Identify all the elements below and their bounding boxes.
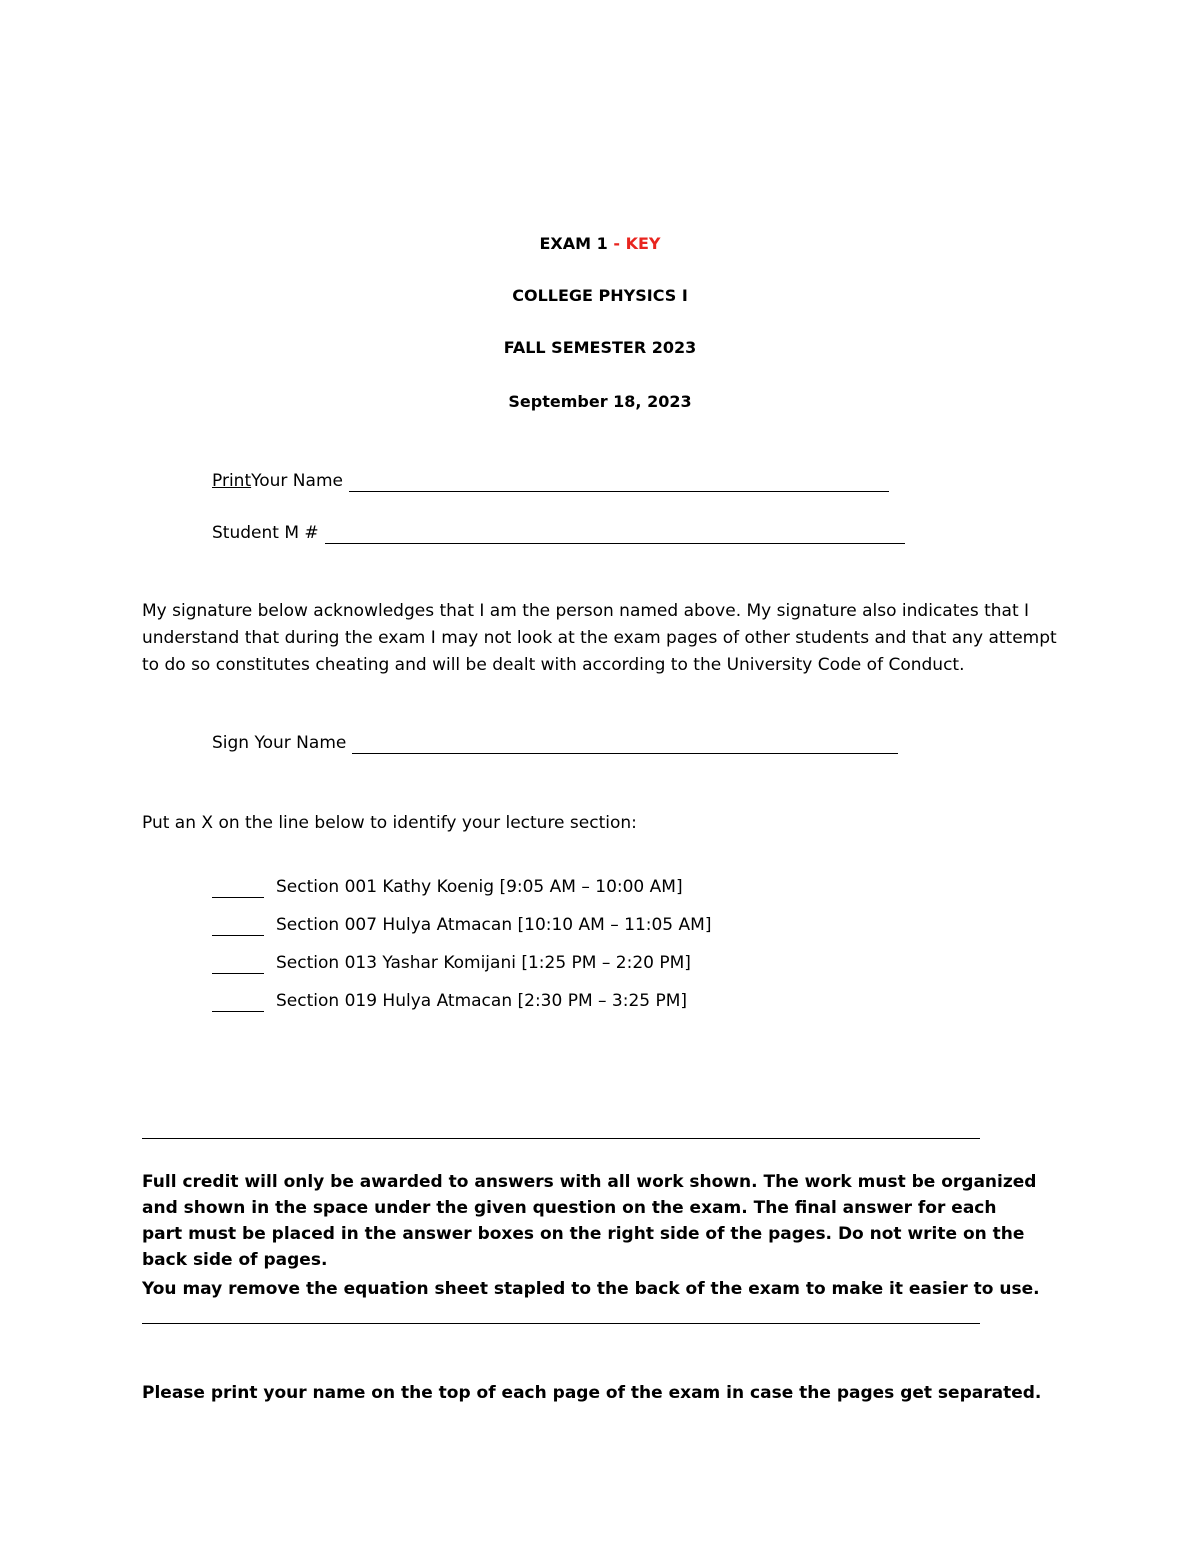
divider-bottom xyxy=(142,1323,980,1324)
key-label: KEY xyxy=(625,234,661,253)
section-blank[interactable] xyxy=(212,880,264,898)
section-label: Section 007 Hulya Atmacan [10:10 AM – 11:05 AM] xyxy=(276,915,712,935)
equation-sheet-note: You may remove the equation sheet stapled to the back of the exam to make it easier to use. xyxy=(142,1279,1040,1299)
print-word: Print xyxy=(212,471,252,491)
student-id-label: Student M # xyxy=(212,523,319,543)
signature-acknowledgement: My signature below acknowledges that I am the person named above. My signature also indicates that I understand that during the exam I may not look at the exam pages of other students and that any attempt to do so constitutes cheating and will be dealt with according to the University Code of Conduct. xyxy=(142,601,1057,675)
sign-name-label: Sign Your Name xyxy=(212,733,347,753)
student-id-line[interactable] xyxy=(325,526,905,544)
section-blank[interactable] xyxy=(212,994,264,1012)
section-prompt: Put an X on the line below to identify your lecture section: xyxy=(142,813,637,833)
section-blank[interactable] xyxy=(212,918,264,936)
exam-title-text: EXAM 1 xyxy=(539,234,608,253)
print-each-page-note: Please print your name on the top of each page of the exam in case the pages get separated. xyxy=(142,1383,1042,1403)
exam-title xyxy=(0,234,1200,254)
sign-name-row xyxy=(212,732,898,754)
print-name-line[interactable] xyxy=(349,474,889,492)
print-name-label: Your Name xyxy=(251,471,343,491)
section-label: Section 001 Kathy Koenig [9:05 AM – 10:00 AM] xyxy=(276,877,683,897)
section-option xyxy=(212,876,683,898)
section-label: Section 013 Yashar Komijani [1:25 PM – 2:20 PM] xyxy=(276,953,691,973)
course-title: COLLEGE PHYSICS I xyxy=(512,286,688,305)
sign-name-line[interactable] xyxy=(352,736,898,754)
section-option xyxy=(212,914,711,936)
student-id-row xyxy=(212,522,905,544)
key-separator: - xyxy=(607,234,626,253)
print-name-row xyxy=(212,470,889,492)
semester-title: FALL SEMESTER 2023 xyxy=(503,338,697,357)
section-label: Section 019 Hulya Atmacan [2:30 PM – 3:25 PM] xyxy=(276,991,688,1011)
section-option xyxy=(212,952,691,974)
credit-instructions: Full credit will only be awarded to answers with all work shown. The work must be organized and shown in the space under the given question on the exam. The final answer for each part must be placed in the answer boxes on the right side of the pages. Do not write on the back side of pages. xyxy=(142,1172,1037,1270)
exam-date: September 18, 2023 xyxy=(508,392,692,411)
section-option xyxy=(212,990,687,1012)
divider-top xyxy=(142,1138,980,1139)
section-blank[interactable] xyxy=(212,956,264,974)
